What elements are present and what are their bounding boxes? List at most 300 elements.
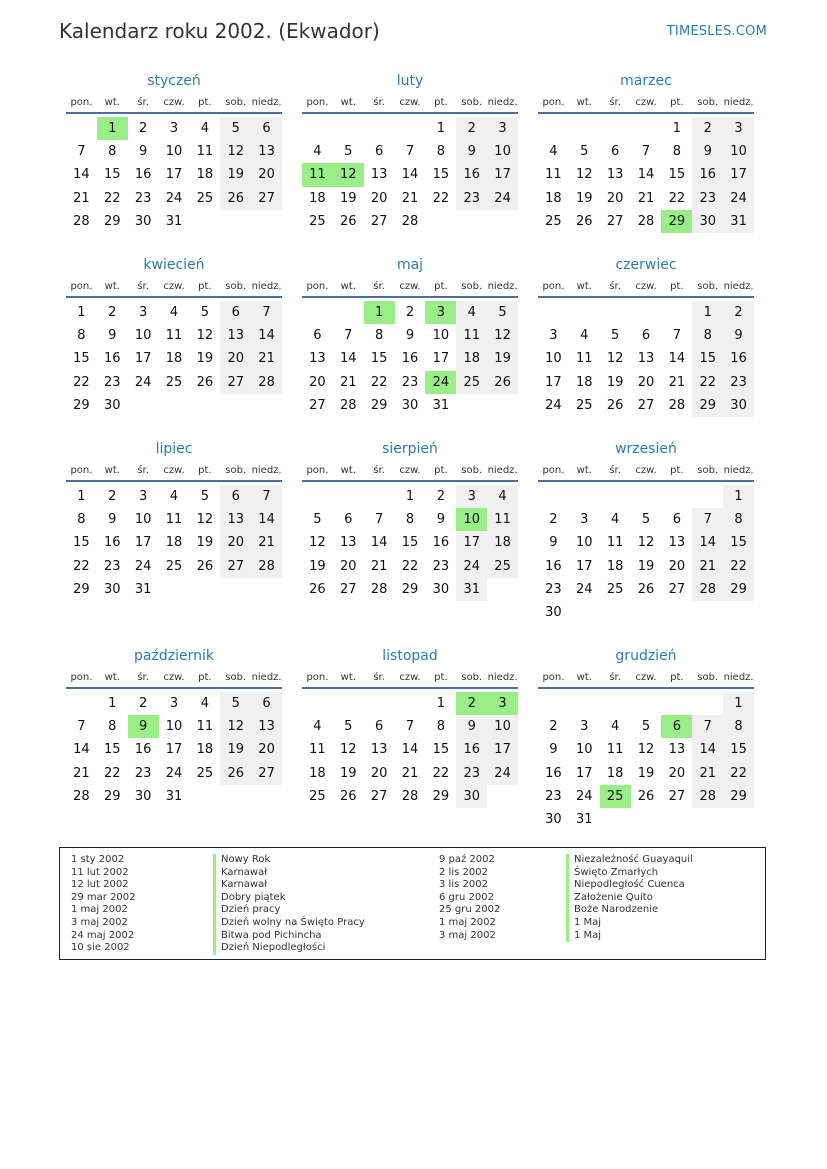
weekday-label: czw.	[399, 672, 421, 683]
empty-cell	[569, 301, 600, 324]
weekday-label: wt.	[576, 465, 592, 476]
day-cell: 27	[606, 213, 624, 229]
day-cell: 8	[672, 144, 681, 160]
day-cell: 30	[134, 788, 152, 804]
month-0	[66, 72, 282, 233]
day-cell: 2	[436, 489, 445, 505]
weekday-label: śr.	[137, 97, 149, 108]
day-cell: 15	[723, 531, 754, 554]
day-cell: 20	[370, 765, 388, 781]
day-cell: 9	[405, 328, 415, 344]
day-cell: 21	[370, 558, 388, 574]
holiday-day-cell: 2	[456, 692, 487, 715]
day-cell: 22	[401, 558, 419, 574]
day-cell: 26	[487, 371, 518, 394]
day-cell: 25	[456, 371, 487, 394]
day-grid	[66, 301, 282, 417]
holiday-day-cell: 24	[425, 371, 456, 394]
day-cell: 1	[77, 489, 86, 505]
day-cell: 7	[251, 301, 282, 324]
empty-cell	[364, 485, 395, 508]
day-cell: 22	[104, 765, 121, 781]
weekday-label: niedz.	[251, 97, 282, 108]
weekday-label: sob.	[697, 672, 719, 683]
day-cell: 25	[196, 190, 214, 206]
day-cell: 16	[104, 351, 121, 367]
day-cell: 6	[374, 719, 384, 735]
weekday-label: śr.	[137, 672, 149, 683]
day-cell: 23	[723, 371, 754, 394]
day-cell: 22	[432, 190, 450, 206]
weekday-label: niedz.	[723, 672, 754, 683]
holiday-day-cell: 1	[97, 117, 128, 140]
day-cell: 16	[456, 163, 487, 186]
empty-cell	[600, 117, 631, 140]
weekday-label: pon.	[542, 281, 565, 292]
weekday-label: sob.	[225, 281, 247, 292]
month-5	[538, 256, 754, 417]
day-cell: 12	[637, 742, 655, 758]
day-cell: 9	[692, 140, 723, 163]
day-cell: 1	[723, 485, 754, 508]
day-cell: 2	[108, 489, 117, 505]
day-cell: 25	[606, 581, 624, 597]
weekday-label: pon.	[70, 465, 93, 476]
weekday-label: pt.	[198, 97, 212, 108]
day-cell: 1	[672, 121, 681, 137]
day-cell: 5	[487, 301, 518, 324]
legend-date: 3 maj 2002	[439, 929, 496, 941]
day-cell: 31	[432, 397, 450, 413]
empty-cell	[569, 485, 600, 508]
day-cell: 9	[436, 512, 445, 528]
day-cell: 16	[545, 558, 562, 574]
day-cell: 28	[340, 397, 357, 413]
day-cell: 9	[108, 512, 117, 528]
day-cell: 20	[606, 190, 624, 206]
day-cell: 31	[165, 788, 183, 804]
day-cell: 7	[672, 328, 681, 344]
day-cell: 31	[723, 210, 754, 233]
day-cell: 11	[487, 508, 518, 531]
day-cell: 18	[487, 531, 518, 554]
day-cell: 21	[73, 190, 90, 206]
legend-holiday-name: Założenie Quito	[566, 892, 693, 905]
day-cell: 6	[251, 117, 282, 140]
month-9	[66, 647, 282, 808]
day-cell: 27	[637, 397, 655, 413]
legend-holiday-name: Dzień wolny na Święto Pracy	[213, 917, 365, 930]
weekday-label: pon.	[306, 672, 329, 683]
day-cell: 8	[108, 144, 117, 160]
day-cell: 18	[196, 167, 214, 183]
day-cell: 24	[487, 187, 518, 210]
day-cell: 10	[576, 742, 593, 758]
day-cell: 8	[723, 508, 754, 531]
day-cell: 5	[313, 512, 322, 528]
legend-date: 24 maj 2002	[71, 929, 135, 941]
day-cell: 11	[309, 742, 326, 758]
month-1	[302, 72, 518, 233]
weekday-label: niedz.	[251, 465, 282, 476]
day-cell: 15	[73, 535, 90, 551]
weekday-label: czw.	[399, 281, 421, 292]
day-cell: 28	[370, 581, 388, 597]
day-grid	[302, 301, 518, 417]
weekday-label: sob.	[697, 465, 719, 476]
legend-date: 1 sty 2002	[71, 854, 125, 865]
site-link[interactable]: TIMESLES.COM	[666, 24, 767, 39]
day-cell: 6	[641, 328, 651, 344]
day-cell: 23	[545, 581, 562, 597]
weekday-label: czw.	[163, 672, 185, 683]
month-2	[538, 72, 754, 233]
weekday-label: pt.	[198, 465, 212, 476]
legend-holiday-name: Bitwa pod Pichincha	[213, 930, 365, 943]
day-cell: 14	[73, 167, 90, 183]
day-cell: 14	[637, 167, 655, 183]
day-cell: 30	[432, 581, 450, 597]
day-cell: 13	[340, 535, 357, 551]
month-name: grudzień	[615, 648, 677, 664]
weekday-label: sob.	[697, 97, 719, 108]
day-cell: 22	[692, 371, 723, 394]
empty-cell	[600, 485, 631, 508]
day-cell: 31	[134, 581, 152, 597]
day-cell: 22	[73, 558, 90, 574]
weekday-label: sob.	[461, 465, 483, 476]
weekday-label: wt.	[340, 281, 356, 292]
month-name: styczeń	[147, 73, 201, 89]
day-cell: 20	[220, 347, 251, 370]
weekday-label: niedz.	[251, 281, 282, 292]
day-cell: 17	[487, 738, 518, 761]
day-cell: 19	[220, 163, 251, 186]
weekday-header	[66, 95, 282, 114]
weekday-label: sob.	[461, 97, 483, 108]
day-cell: 6	[220, 301, 251, 324]
day-cell: 6	[220, 485, 251, 508]
empty-cell	[302, 301, 333, 324]
weekday-label: wt.	[104, 465, 120, 476]
day-cell: 27	[309, 397, 326, 413]
weekday-label: czw.	[163, 97, 185, 108]
holiday-day-cell: 9	[128, 715, 159, 738]
day-cell: 20	[251, 738, 282, 761]
day-cell: 26	[309, 581, 326, 597]
day-cell: 23	[692, 187, 723, 210]
day-cell: 3	[580, 719, 589, 735]
day-grid	[66, 692, 282, 808]
month-name: wrzesień	[615, 441, 677, 457]
month-name: marzec	[620, 73, 672, 89]
day-cell: 3	[549, 328, 558, 344]
month-7	[302, 440, 518, 601]
weekday-label: sob.	[697, 281, 719, 292]
day-cell: 6	[313, 328, 322, 344]
weekday-header	[66, 463, 282, 482]
empty-cell	[661, 485, 692, 508]
day-cell: 23	[401, 374, 419, 390]
day-cell: 13	[251, 715, 282, 738]
day-cell: 21	[251, 347, 282, 370]
day-cell: 20	[668, 558, 686, 574]
day-cell: 31	[165, 213, 183, 229]
empty-cell	[302, 485, 333, 508]
day-cell: 28	[73, 213, 90, 229]
day-cell: 29	[723, 785, 754, 808]
day-cell: 17	[576, 765, 593, 781]
day-cell: 18	[576, 374, 593, 390]
day-cell: 13	[637, 351, 655, 367]
weekday-label: czw.	[163, 281, 185, 292]
empty-cell	[538, 692, 569, 715]
weekday-label: pt.	[434, 281, 448, 292]
day-cell: 20	[668, 765, 686, 781]
day-cell: 28	[637, 213, 655, 229]
weekday-header	[538, 279, 754, 298]
weekday-label: śr.	[137, 465, 149, 476]
day-cell: 8	[108, 719, 117, 735]
legend-holiday-name: Niepodległość Cuenca	[566, 879, 693, 892]
day-grid	[538, 485, 754, 624]
legend-dates-right	[439, 854, 500, 942]
empty-cell	[333, 692, 364, 715]
day-cell: 15	[104, 742, 121, 758]
day-cell: 17	[545, 374, 562, 390]
day-cell: 12	[309, 535, 326, 551]
day-cell: 16	[104, 535, 121, 551]
weekday-label: pt.	[434, 97, 448, 108]
day-cell: 30	[723, 394, 754, 417]
day-cell: 6	[374, 144, 384, 160]
legend-date: 2 lis 2002	[439, 866, 488, 878]
day-cell: 1	[692, 301, 723, 324]
day-cell: 25	[487, 555, 518, 578]
empty-cell	[661, 692, 692, 715]
day-cell: 16	[134, 167, 152, 183]
day-cell: 8	[374, 328, 384, 344]
weekday-label: niedz.	[487, 672, 518, 683]
day-cell: 9	[549, 742, 558, 758]
day-cell: 21	[637, 190, 655, 206]
day-cell: 9	[723, 324, 754, 347]
day-cell: 7	[251, 485, 282, 508]
legend-date: 9 paź 2002	[439, 854, 495, 865]
day-cell: 20	[251, 163, 282, 186]
day-cell: 13	[309, 351, 326, 367]
day-cell: 10	[576, 535, 593, 551]
day-cell: 3	[138, 305, 148, 321]
month-name: kwiecień	[143, 257, 205, 273]
day-cell: 17	[576, 558, 593, 574]
day-cell: 24	[545, 397, 562, 413]
month-name: maj	[396, 257, 424, 273]
day-cell: 10	[165, 719, 183, 735]
empty-cell	[538, 485, 569, 508]
empty-cell	[569, 117, 600, 140]
day-cell: 24	[576, 788, 593, 804]
empty-cell	[692, 485, 723, 508]
weekday-label: śr.	[373, 672, 385, 683]
day-cell: 21	[668, 374, 686, 390]
weekday-label: wt.	[104, 672, 120, 683]
day-cell: 4	[313, 144, 322, 160]
day-cell: 3	[169, 121, 179, 137]
day-cell: 8	[77, 512, 86, 528]
day-cell: 9	[549, 535, 558, 551]
day-cell: 7	[641, 144, 651, 160]
empty-cell	[538, 117, 569, 140]
legend-dates-left	[71, 854, 136, 955]
day-cell: 29	[401, 581, 419, 597]
day-cell: 17	[165, 742, 183, 758]
day-cell: 29	[370, 397, 388, 413]
month-3	[66, 256, 282, 417]
day-cell: 14	[251, 324, 282, 347]
empty-cell	[66, 117, 97, 140]
day-cell: 7	[405, 719, 415, 735]
day-cell: 4	[456, 301, 487, 324]
day-cell: 22	[668, 190, 686, 206]
weekday-label: czw.	[635, 97, 657, 108]
day-cell: 26	[637, 788, 655, 804]
weekday-label: czw.	[635, 672, 657, 683]
day-grid	[302, 485, 518, 601]
day-cell: 6	[672, 512, 681, 528]
weekday-label: niedz.	[251, 672, 282, 683]
day-cell: 29	[104, 213, 121, 229]
day-cell: 18	[165, 535, 183, 551]
day-cell: 19	[606, 374, 624, 390]
weekday-label: pt.	[198, 672, 212, 683]
day-cell: 5	[200, 489, 209, 505]
day-cell: 22	[370, 374, 388, 390]
weekday-header	[538, 95, 754, 114]
day-cell: 14	[668, 351, 686, 367]
holiday-legend	[59, 847, 766, 960]
day-cell: 6	[610, 144, 620, 160]
day-cell: 2	[549, 512, 558, 528]
day-cell: 12	[196, 512, 214, 528]
day-cell: 2	[108, 305, 117, 321]
day-cell: 3	[723, 117, 754, 140]
weekday-label: sob.	[225, 672, 247, 683]
day-cell: 29	[723, 578, 754, 601]
weekday-header	[302, 95, 518, 114]
legend-holiday-name: Święto Zmarłych	[566, 867, 693, 880]
weekday-label: wt.	[340, 97, 356, 108]
day-cell: 6	[251, 692, 282, 715]
day-cell: 24	[456, 555, 487, 578]
day-cell: 17	[487, 163, 518, 186]
day-cell: 10	[723, 140, 754, 163]
month-4	[302, 256, 518, 417]
day-cell: 4	[610, 719, 620, 735]
weekday-label: sob.	[461, 672, 483, 683]
day-cell: 23	[545, 788, 562, 804]
day-grid	[538, 692, 754, 831]
month-6	[66, 440, 282, 601]
day-cell: 28	[668, 397, 686, 413]
empty-cell	[395, 692, 426, 715]
day-cell: 4	[200, 696, 209, 712]
weekday-label: pon.	[542, 465, 565, 476]
day-cell: 27	[668, 581, 686, 597]
day-cell: 3	[456, 485, 487, 508]
legend-holiday-name: Karnawał	[213, 879, 365, 892]
month-name: sierpień	[382, 441, 438, 457]
day-cell: 25	[576, 397, 593, 413]
holiday-day-cell: 12	[333, 163, 364, 186]
legend-date: 29 mar 2002	[71, 891, 136, 903]
day-cell: 20	[220, 531, 251, 554]
day-cell: 11	[165, 328, 183, 344]
legend-date: 11 lut 2002	[71, 866, 129, 878]
day-cell: 21	[401, 190, 419, 206]
day-grid	[302, 117, 518, 233]
day-cell: 11	[576, 351, 593, 367]
day-cell: 2	[549, 719, 558, 735]
day-cell: 5	[200, 305, 209, 321]
weekday-label: pt.	[434, 465, 448, 476]
day-cell: 23	[104, 558, 121, 574]
day-cell: 10	[165, 144, 183, 160]
day-cell: 2	[456, 117, 487, 140]
weekday-label: wt.	[576, 97, 592, 108]
day-cell: 20	[637, 374, 655, 390]
weekday-label: niedz.	[723, 97, 754, 108]
legend-holiday-name: Karnawał	[213, 867, 365, 880]
day-cell: 12	[576, 167, 593, 183]
weekday-label: sob.	[225, 465, 247, 476]
day-cell: 29	[104, 788, 121, 804]
weekday-label: pt.	[670, 672, 684, 683]
holiday-day-cell: 29	[661, 210, 692, 233]
month-name: lipiec	[155, 441, 193, 457]
day-cell: 18	[165, 351, 183, 367]
legend-date: 25 gru 2002	[439, 904, 501, 916]
day-cell: 17	[723, 163, 754, 186]
empty-cell	[302, 117, 333, 140]
month-name: październik	[134, 648, 214, 664]
day-cell: 8	[77, 328, 86, 344]
day-cell: 24	[576, 581, 593, 597]
day-cell: 26	[196, 558, 214, 574]
day-cell: 9	[138, 144, 148, 160]
weekday-label: wt.	[104, 281, 120, 292]
day-cell: 26	[340, 788, 357, 804]
day-cell: 29	[73, 581, 90, 597]
weekday-header	[302, 463, 518, 482]
weekday-label: pon.	[70, 97, 93, 108]
day-cell: 11	[165, 512, 183, 528]
day-cell: 27	[251, 762, 282, 785]
day-cell: 14	[401, 167, 419, 183]
day-cell: 25	[165, 558, 183, 574]
day-cell: 21	[692, 555, 723, 578]
empty-cell	[333, 485, 364, 508]
day-cell: 21	[340, 374, 357, 390]
day-cell: 26	[606, 397, 624, 413]
day-cell: 30	[545, 812, 562, 828]
day-cell: 23	[432, 558, 450, 574]
day-cell: 2	[405, 305, 415, 321]
day-cell: 27	[220, 555, 251, 578]
day-cell: 4	[313, 719, 322, 735]
legend-date: 12 lut 2002	[71, 879, 129, 891]
day-cell: 25	[165, 374, 183, 390]
